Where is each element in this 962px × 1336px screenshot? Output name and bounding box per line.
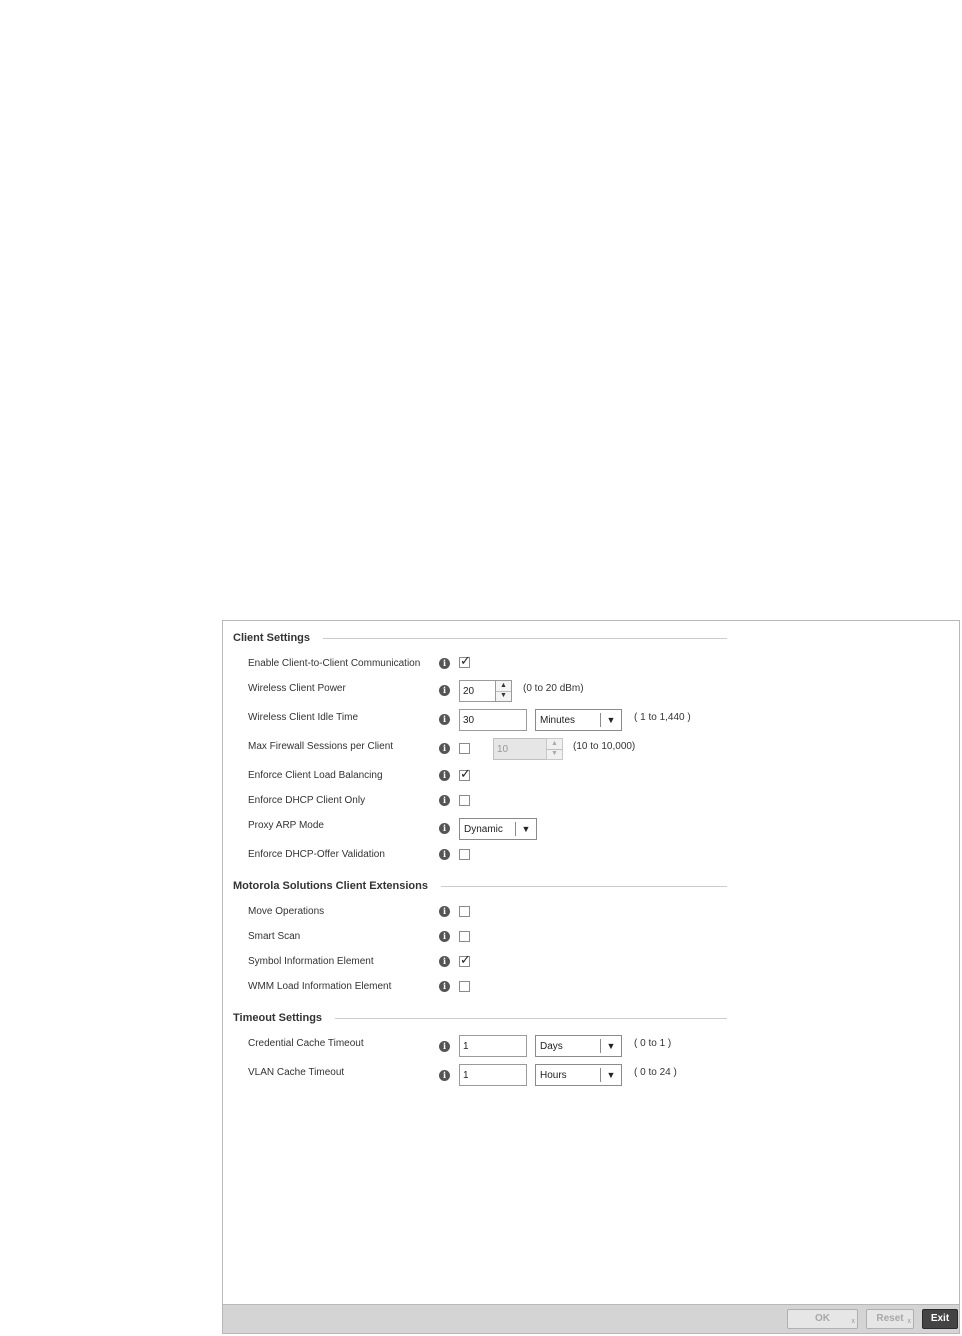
dhcp-offer-validation-checkbox[interactable] xyxy=(459,849,470,860)
label-credential-cache-timeout: Credential Cache Timeout xyxy=(248,1038,364,1049)
info-icon[interactable]: i xyxy=(439,931,450,942)
close-icon: x xyxy=(907,1318,911,1325)
dhcp-client-only-checkbox[interactable] xyxy=(459,795,470,806)
idle-time-unit-select[interactable] xyxy=(535,709,622,731)
checkmark-icon: ✓ xyxy=(460,766,471,781)
chevron-down-icon[interactable]: ▼ xyxy=(600,1068,621,1082)
info-icon[interactable]: i xyxy=(439,714,450,725)
ok-button-label: OK xyxy=(815,1313,830,1324)
info-icon[interactable]: i xyxy=(439,658,450,669)
credential-cache-range-hint: ( 0 to 1 ) xyxy=(634,1038,672,1049)
client-to-client-checkbox[interactable] xyxy=(459,653,471,668)
info-icon[interactable]: i xyxy=(439,1070,450,1081)
vlan-cache-timeout-unit-select[interactable] xyxy=(535,1064,622,1086)
idle-time-unit-value: Minutes xyxy=(540,715,576,726)
wmm-load-information-element-checkbox[interactable] xyxy=(459,981,470,992)
label-client-to-client: Enable Client-to-Client Communication xyxy=(248,658,421,669)
chevron-down-icon[interactable]: ▼ xyxy=(515,822,536,836)
wireless-client-power-spinner[interactable] xyxy=(495,680,512,702)
section-divider xyxy=(323,638,727,639)
vlan-cache-timeout-input[interactable]: 1 xyxy=(459,1064,527,1086)
vlan-cache-unit-value: Hours xyxy=(540,1070,567,1081)
ok-button[interactable] xyxy=(787,1309,858,1329)
wlan-client-settings-panel xyxy=(222,620,960,1334)
move-operations-checkbox[interactable] xyxy=(459,906,470,917)
wireless-client-power-input[interactable]: 20 xyxy=(459,680,496,702)
label-wireless-client-power: Wireless Client Power xyxy=(248,683,346,694)
exit-button[interactable] xyxy=(922,1309,958,1329)
checkmark-icon: ✓ xyxy=(460,653,471,668)
info-icon[interactable]: i xyxy=(439,1041,450,1052)
max-firewall-sessions-input[interactable]: 10 xyxy=(493,738,547,760)
label-dhcp-offer-validation: Enforce DHCP-Offer Validation xyxy=(248,849,385,860)
close-icon: x xyxy=(851,1318,855,1325)
label-dhcp-client-only: Enforce DHCP Client Only xyxy=(248,795,366,806)
label-idle-time: Wireless Client Idle Time xyxy=(248,712,359,723)
info-icon[interactable]: i xyxy=(439,956,450,967)
section-title-client-settings: Client Settings xyxy=(233,632,311,644)
label-symbol-information-element: Symbol Information Element xyxy=(248,956,374,967)
proxy-arp-mode-value: Dynamic xyxy=(464,824,503,835)
label-smart-scan: Smart Scan xyxy=(248,931,301,942)
label-wmm-load-information-element: WMM Load Information Element xyxy=(248,981,392,992)
checkmark-icon: ✓ xyxy=(460,952,471,967)
label-vlan-cache-timeout: VLAN Cache Timeout xyxy=(248,1067,345,1078)
reset-button-label: Reset xyxy=(876,1313,904,1324)
section-divider xyxy=(335,1018,727,1019)
info-icon[interactable]: i xyxy=(439,849,450,860)
credential-cache-timeout-unit-select[interactable] xyxy=(535,1035,622,1057)
info-icon[interactable]: i xyxy=(439,823,450,834)
load-balancing-checkbox[interactable] xyxy=(459,766,471,781)
firewall-range-hint: (10 to 10,000) xyxy=(573,741,636,752)
idle-time-input[interactable]: 30 xyxy=(459,709,527,731)
label-max-firewall-sessions: Max Firewall Sessions per Client xyxy=(248,741,394,752)
info-icon[interactable]: i xyxy=(439,906,450,917)
spin-down-icon[interactable]: ▼ xyxy=(551,750,558,757)
label-proxy-arp-mode: Proxy ARP Mode xyxy=(248,820,324,831)
max-firewall-sessions-spinner[interactable] xyxy=(546,738,563,760)
info-icon[interactable]: i xyxy=(439,981,450,992)
info-icon[interactable]: i xyxy=(439,795,450,806)
section-title-timeout-settings: Timeout Settings xyxy=(233,1012,323,1024)
info-icon[interactable]: i xyxy=(439,770,450,781)
proxy-arp-mode-select[interactable] xyxy=(459,818,537,840)
credential-cache-timeout-input[interactable]: 1 xyxy=(459,1035,527,1057)
chevron-down-icon[interactable]: ▼ xyxy=(600,713,621,727)
section-title-client-extensions: Motorola Solutions Client Extensions xyxy=(233,880,428,892)
spin-up-icon[interactable]: ▲ xyxy=(496,681,511,692)
exit-button-label: Exit xyxy=(930,1313,950,1324)
credential-cache-unit-value: Days xyxy=(540,1041,563,1052)
info-icon[interactable]: i xyxy=(439,743,450,754)
smart-scan-checkbox[interactable] xyxy=(459,931,470,942)
label-move-operations: Move Operations xyxy=(248,906,325,917)
info-icon[interactable]: i xyxy=(439,685,450,696)
vlan-cache-range-hint: ( 0 to 24 ) xyxy=(634,1067,677,1078)
label-load-balancing: Enforce Client Load Balancing xyxy=(248,770,383,781)
panel-footer xyxy=(223,1304,959,1333)
chevron-down-icon[interactable]: ▼ xyxy=(600,1039,621,1053)
reset-button[interactable] xyxy=(866,1309,914,1329)
symbol-information-element-checkbox[interactable] xyxy=(459,952,471,967)
max-firewall-sessions-checkbox[interactable] xyxy=(459,743,470,754)
idle-time-range-hint: ( 1 to 1,440 ) xyxy=(634,712,691,723)
spin-up-icon[interactable]: ▲ xyxy=(547,739,562,750)
section-divider xyxy=(441,886,727,887)
power-range-hint: (0 to 20 dBm) xyxy=(523,683,584,694)
spin-down-icon[interactable]: ▼ xyxy=(500,692,507,699)
